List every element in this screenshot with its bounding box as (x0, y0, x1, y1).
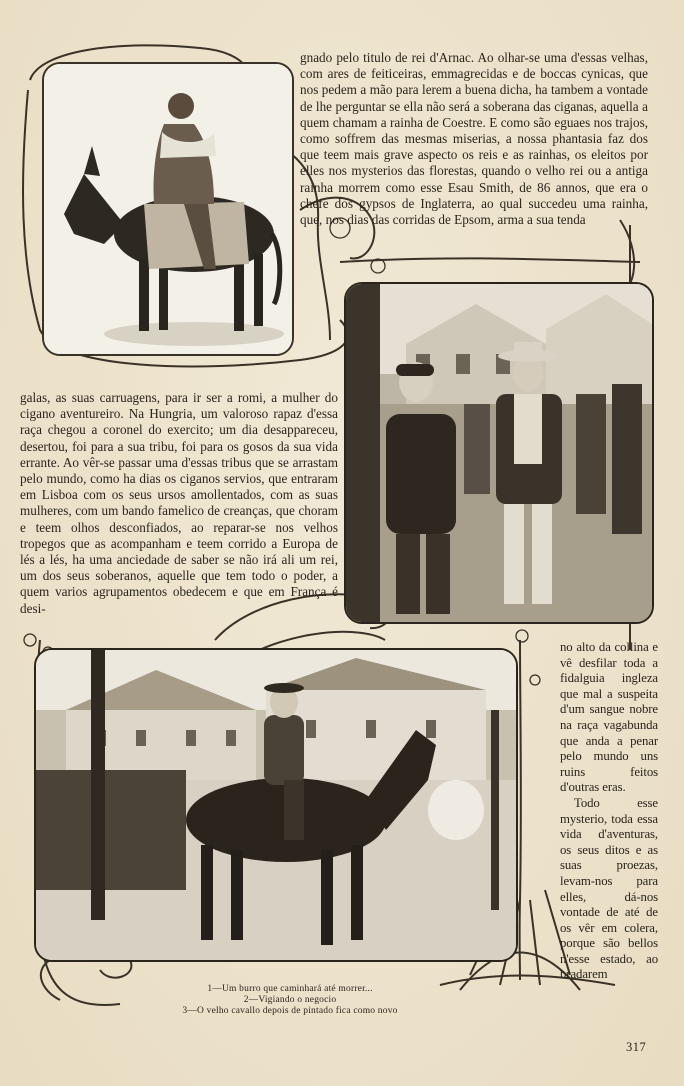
text-column-middle-left (20, 390, 338, 617)
paragraph: Todo esse mysterio, toda essa vida d'aventuras, os seus ditos e as suas proezas, levam-nos para elles, dá-nos vontade de até de os vêr em colera, porque são bellos n'esse estado, ao bradarem (560, 795, 658, 982)
page-number: 317 (626, 1040, 647, 1054)
photo-donkey-image (44, 64, 292, 354)
photo-boy-horse (34, 648, 518, 962)
text-column-bottom-right (560, 640, 658, 983)
paragraph: no alto da collina e vê desfilar toda a fidalguia ingleza que mal a suspeita d'um sangue nobre na raça vagabunda que anda a penar pelo mundo uns ruins feitos d'outras eras. (560, 640, 658, 795)
photo-market-image (346, 284, 652, 622)
caption-1: 1—Um burro que caminhará até morrer... (207, 984, 373, 994)
caption-3: 3—O velho cavallo depois de pintado fica como novo (182, 1006, 398, 1016)
photo-captions (150, 984, 430, 1017)
photo-market-men (344, 282, 654, 624)
text-column-top-right (300, 50, 648, 228)
photo-donkey-girl (42, 62, 294, 356)
paragraph: gnado pelo titulo de rei d'Arnac. Ao olhar-se uma d'essas velhas, com ares de feiticeiras, emmagrecidas e de boccas cynicas, que nos pedem a mão para lerem a buena dicha, ha tambem a vontade de lhe perguntar se ella não será a soberana das ciganas, aquella a quem chamam a rainha de Coestre. E como são eguaes nos trajos, como soffrem das mesmas miserias, a nossa phantasia faz dos que teem mais grave aspecto os reis e as rainhas, os eleitos por elles nos mysterios das florestas, quando o velho rei ou a antiga rainha morrem como esse Esau Smith, de 86 annos, que era o chefe dos gypsos de Inglaterra, ao qual succedeu uma rainha, que, nos dias das corridas de Epsom, arma a sua tenda (300, 50, 648, 228)
paragraph: galas, as suas carruagens, para ir ser a romi, a mulher do cigano aventureiro. Na Hungria, um valoroso rapaz d'essa raça chegou a coronel do exercito; um dia desappareceu, desertou, foi para a sua tribu, foi para os gosos da sua vida errante. Ao vêr-se passar uma d'essas tribus que se arrastam pelo mundo, como ha dias os ciganos servios, que entraram em Lisboa com os seus ursos amollentados, com as suas mulheres, com um bando famelico de creanças, que choram e teem olhos desconfiados, ao reparar-se nos velhos tropegos que as acompanham e teem corrido a Europa de lés a lés, ha uma anciedade de saber se não irá ali um rei, um dos seus soberanos, aquelle que tem todo o poder, a quem varios agrupamentos obedecem e que em França é desi- (20, 390, 338, 616)
caption-2: 2—Vigiando o negocio (243, 995, 337, 1005)
photo-horse-image (36, 650, 516, 960)
